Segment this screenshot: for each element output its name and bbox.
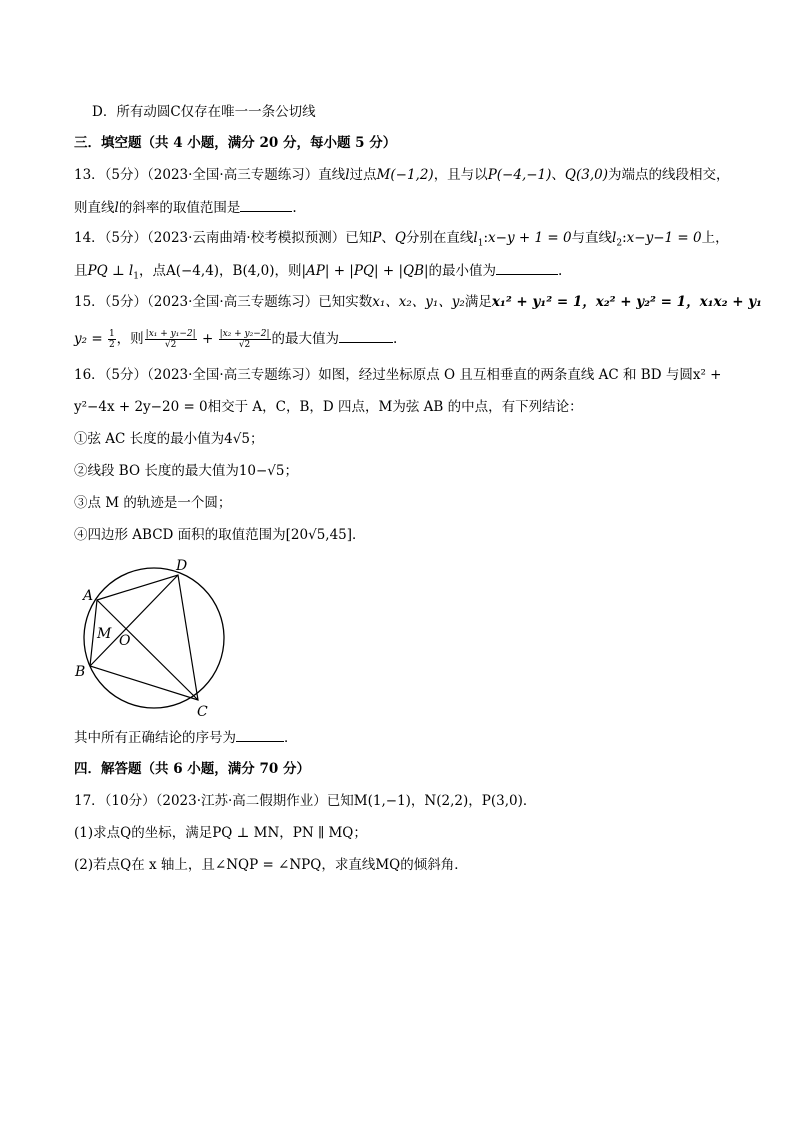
q14-line1: 14．（5分）（2023·云南曲靖·校考模拟预测）已知P、Q分别在直线$l_1:x-y + 1 = 0$与直线$l_2:x-y-1 = 0$上， [74, 230, 729, 249]
answer-blank[interactable] [236, 728, 284, 742]
q14-line2: 且PQ ⊥ $l_1$，点A(−4,4)，B(4,0)，则|AP| + |PQ| + |QB|的最小值为 . [74, 263, 563, 282]
q16-line2: y²−4x + 2y−20 = 0相交于 A，C，B，D 四点，M为弦 AB 的中点，有下列结论： [74, 399, 583, 415]
q16-line1: 16．（5分）（2023·全国·高三专题练习）如图，经过坐标原点 O 且互相垂直的两条直线 AC 和 BD 与圆x² + [74, 367, 722, 383]
answer-blank[interactable] [240, 198, 292, 212]
q15-line2: y₂ = $\frac{1}{2}$ ，则 $\frac{\text{|x₁ + y₁−2|}}{√2}$ + $\frac{\text{|x₂ + y₂−2|}}{√2}$ 的最大值为 . [74, 329, 398, 350]
label-D: D [176, 558, 188, 574]
answer-blank[interactable] [339, 329, 393, 343]
label-O: O [119, 633, 131, 649]
q15-line1: 15．（5分）（2023·全国·高三专题练习）已知实数x₁、x₂、y₁、y₂满足x₁² + y₁² = 1，x₂² + y₂² = 1，x₁x₂ + y₁ [74, 294, 762, 310]
section4-title: 四．解答题（共 6 小题，满分 70 分） [74, 761, 310, 777]
label-C: C [197, 704, 208, 720]
option-d: D．所有动圆C仅存在唯一一条公切线 [92, 104, 316, 120]
circle-figure [70, 550, 230, 720]
answer-blank[interactable] [496, 261, 558, 275]
q17-line1: 17．（10分）（2023·江苏·高二假期作业）已知M(1,−1)，N(2,2)，P(3,0)． [74, 793, 537, 809]
q16-conclusion-1: ①弦 AC 长度的最小值为4√5； [74, 431, 264, 447]
label-B: B [75, 664, 86, 680]
q17-part2: (2)若点Q在 x 轴上，且∠NQP = ∠NPQ，求直线MQ的倾斜角． [74, 857, 468, 873]
q16-ask: 其中所有正确结论的序号为 ． [74, 730, 298, 746]
section3-title: 三．填空题（共 4 小题，满分 20 分，每小题 5 分） [74, 135, 397, 151]
diagonal-AC [97, 600, 198, 700]
q13-line2: 则直线l的斜率的取值范围是 . [74, 200, 297, 216]
label-M: M [97, 626, 112, 642]
q16-conclusion-2: ②线段 BO 长度的最大值为10−√5； [74, 463, 299, 479]
q16-conclusion-3: ③点 M 的轨迹是一个圆； [74, 495, 232, 511]
q16-conclusion-4: ④四边形 ABCD 面积的取值范围为[20√5,45]． [74, 527, 366, 543]
q13-line1: 13．（5分）（2023·全国·高三专题练习）直线l过点M(−1,2)，且与以P(−4,−1)、Q(3,0)为端点的线段相交， [74, 167, 730, 183]
q17-part1: (1)求点Q的坐标，满足PQ ⊥ MN，PN ∥ MQ； [74, 825, 367, 841]
label-A: A [83, 588, 94, 604]
